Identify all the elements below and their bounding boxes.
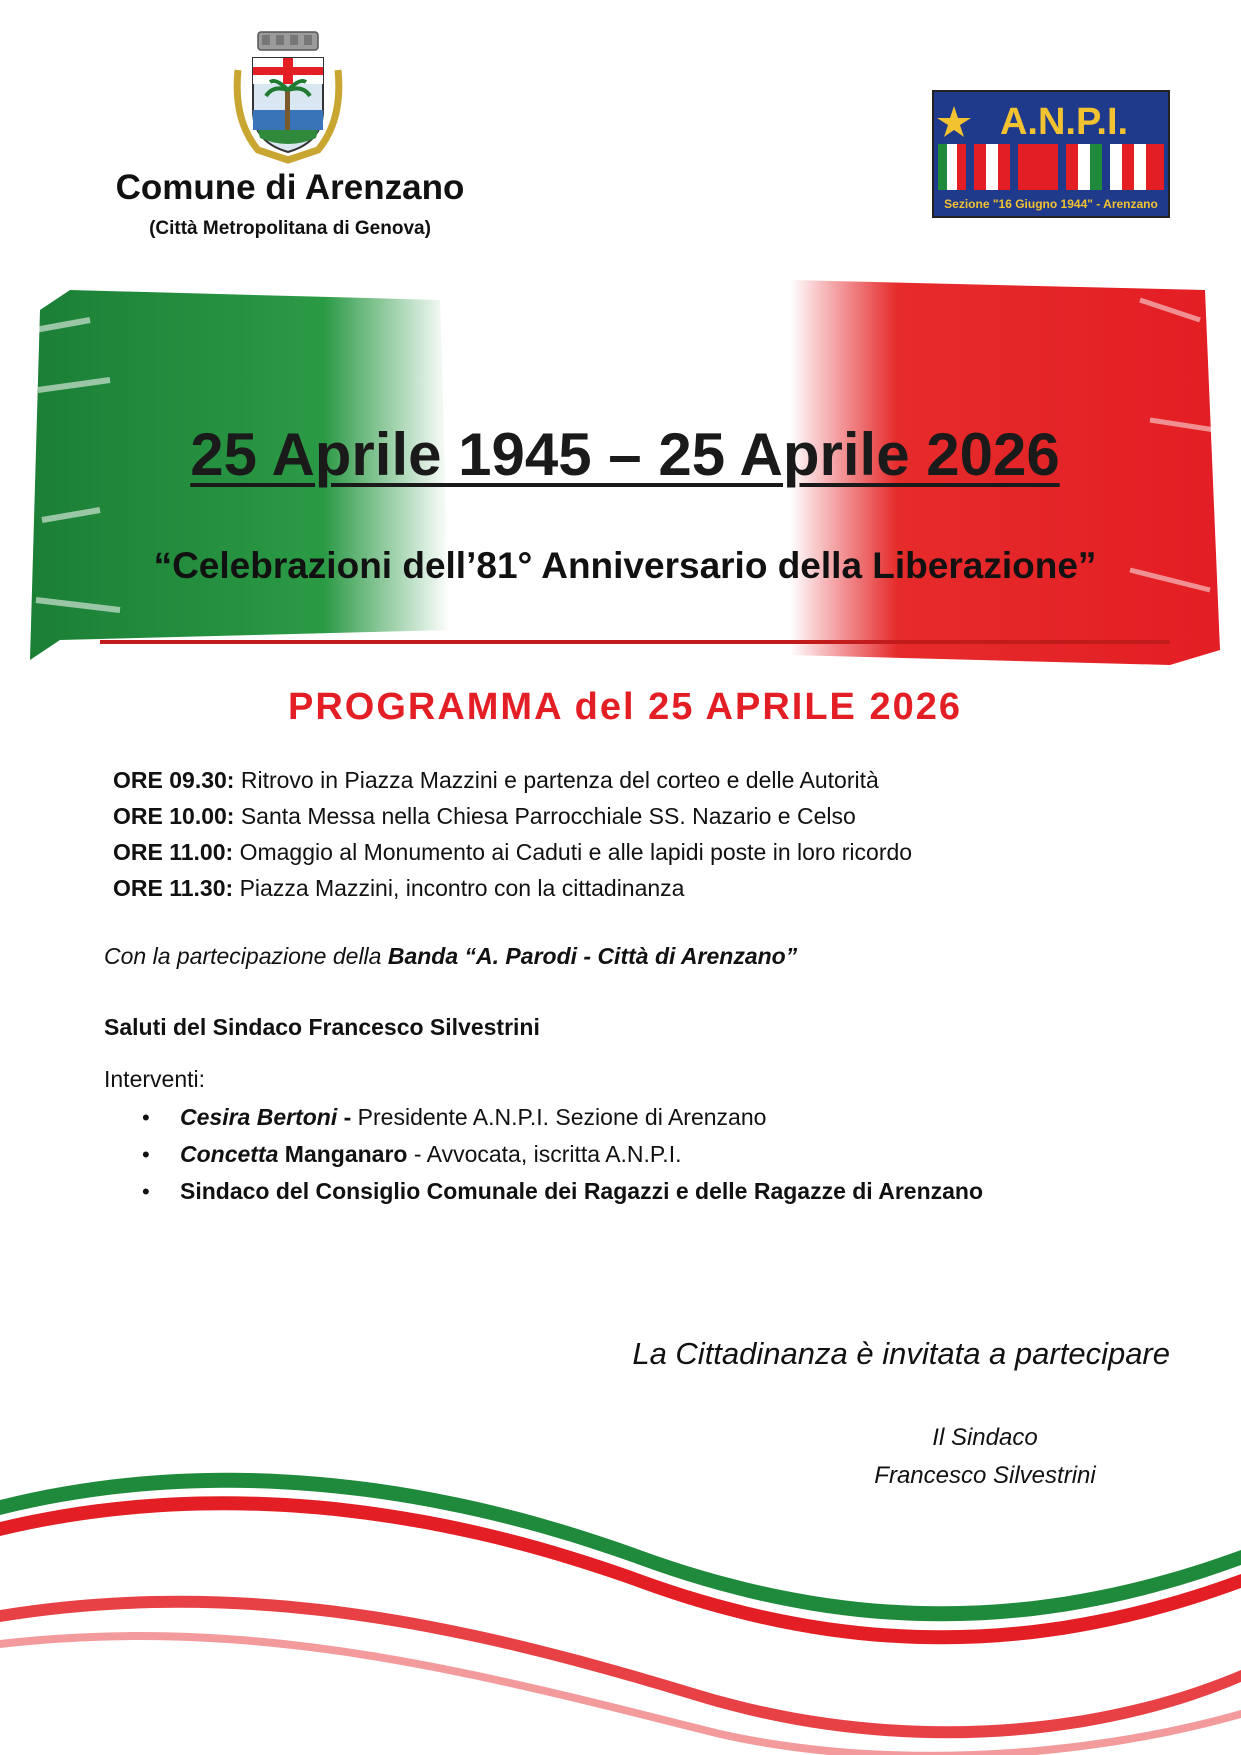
speaker-role: Presidente A.N.P.I. Sezione di Arenzano (351, 1104, 767, 1130)
speaker-role: - Avvocata, iscritta A.N.P.I. (407, 1141, 682, 1167)
band-prefix: Con la partecipazione della (104, 943, 388, 969)
anpi-section-text: Sezione "16 Giugno 1944" - Arenzano (944, 197, 1158, 211)
list-item (140, 1173, 1190, 1210)
arenzano-crest-logo (228, 30, 348, 165)
speaker-name: Concetta (180, 1141, 279, 1167)
program-heading: PROGRAMMA del 25 APRILE 2026 (287, 686, 962, 728)
schedule-row (113, 834, 1193, 870)
schedule-list (113, 762, 1193, 906)
signature-title: Il Sindaco (932, 1424, 1038, 1451)
schedule-time: ORE 09.30: (113, 767, 235, 793)
event-subtitle: “Celebrazioni dell’81° Anniversario della Liberazione” (153, 545, 1097, 586)
invitation-line: La Cittadinanza è invitata a partecipare (632, 1336, 1170, 1371)
list-item (140, 1099, 1190, 1136)
comune-name: Comune di Arenzano (115, 168, 465, 207)
band-participation (104, 943, 1184, 970)
band-name: Banda “A. Parodi - Città di Arenzano” (387, 943, 798, 969)
schedule-row (113, 798, 1193, 834)
speaker-name: Cesira Bertoni (180, 1104, 338, 1130)
mayor-greetings: Saluti del Sindaco Francesco Silvestrini (104, 1014, 540, 1040)
interventi-label: Interventi: (104, 1066, 205, 1092)
tricolore-wave-decoration (0, 1460, 1241, 1755)
speaker-name-bold: Sindaco del Consiglio Comunale dei Ragazzi e delle Ragazze di Arenzano (180, 1178, 984, 1204)
bullet: • (142, 1142, 150, 1167)
event-title: 25 Aprile 1945 – 25 Aprile 2026 (190, 421, 1060, 488)
bullet: • (142, 1179, 150, 1204)
speaker-name-bold: - (337, 1104, 352, 1130)
schedule-row (113, 762, 1193, 798)
schedule-text: Ritrovo in Piazza Mazzini e partenza del corteo e delle Autorità (234, 767, 879, 793)
bullet: • (142, 1105, 150, 1130)
comune-subtitle: (Città Metropolitana di Genova) (149, 218, 431, 239)
signature-name: Francesco Silvestrini (874, 1462, 1096, 1489)
schedule-time: ORE 11.00: (113, 839, 234, 865)
schedule-text: Omaggio al Monumento ai Caduti e alle lapidi poste in loro ricordo (233, 839, 913, 865)
anpi-logo-text: A.N.P.I. (999, 101, 1129, 143)
schedule-text: Piazza Mazzini, incontro con la cittadinanza (233, 875, 685, 901)
interventi-list (140, 1099, 1190, 1210)
speaker-name-bold: Manganaro (278, 1141, 408, 1167)
schedule-row (113, 870, 1193, 906)
schedule-text: Santa Messa nella Chiesa Parrocchiale SS. Nazario e Celso (234, 803, 856, 829)
list-item (140, 1136, 1190, 1173)
schedule-time: ORE 11.30: (113, 875, 234, 901)
schedule-time: ORE 10.00: (113, 803, 235, 829)
anpi-logo (932, 90, 1170, 218)
